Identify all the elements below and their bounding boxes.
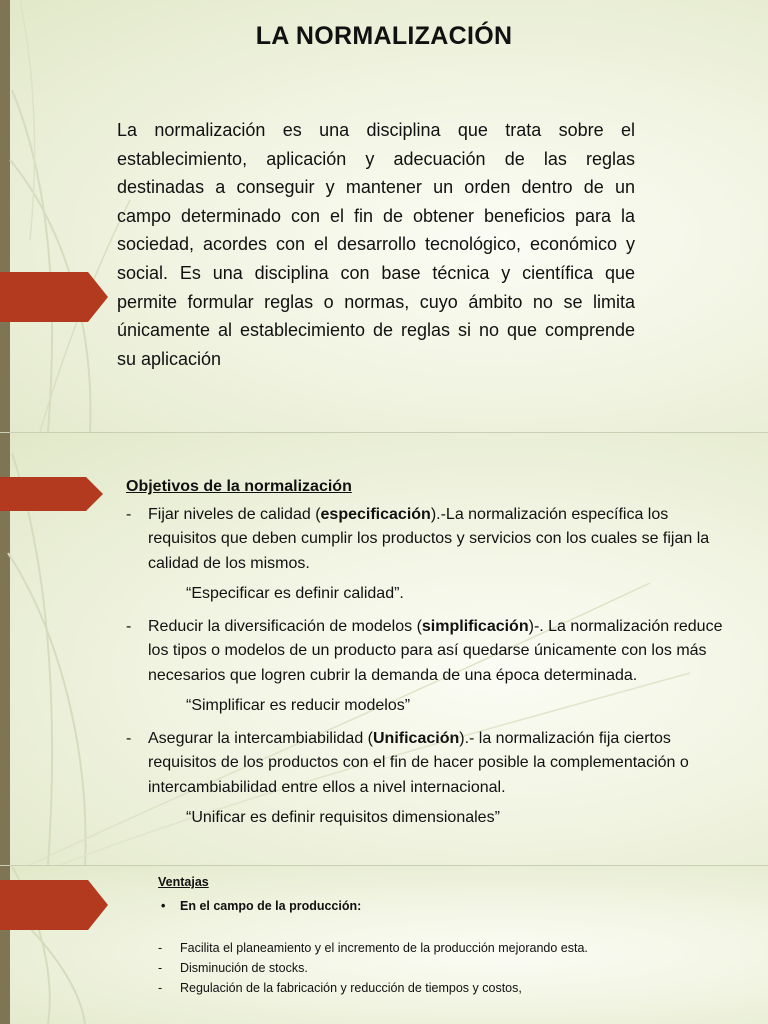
slide-advantages <box>0 866 768 1024</box>
objective-item <box>126 615 726 689</box>
advantage-item <box>158 958 718 978</box>
advantage-text: Regulación de la fabricación y reducción de tiempos y costos, <box>180 981 522 995</box>
bullet-dot: • <box>161 899 166 913</box>
objective-keyword: simplificación <box>421 617 529 635</box>
advantage-text: Facilita el planeamiento y el incremento de la producción mejorando esta. <box>180 941 588 955</box>
objective-text: Asegurar la intercambiabilidad ( <box>148 729 373 747</box>
advantages-heading: Ventajas <box>158 875 209 889</box>
dash-bullet: - <box>126 617 132 635</box>
objective-text: Reducir la diversificación de modelos ( <box>148 617 422 635</box>
dash-bullet: - <box>158 941 163 955</box>
objective-quote: “Especificar es definir calidad”. <box>186 585 404 602</box>
objective-text: ).- la normalización fija ciertos requisitos de los productos con el fin de hacer posible la complementación o intercambiabilidad entre ellos a nivel internacional. <box>148 729 689 796</box>
advantages-block <box>158 872 718 998</box>
advantage-item <box>158 978 718 998</box>
objectives-block <box>126 475 726 839</box>
objective-quote: “Simplificar es reducir modelos” <box>186 697 411 714</box>
advantages-bullet-label: En el campo de la producción: <box>180 899 362 913</box>
objective-text: )-. La normalización reduce los tipos o modelos de un producto para así quedarse únicamente con los más necesarios que logren cubrir la demanda de una época determinada. <box>148 617 723 684</box>
objective-item <box>126 727 726 801</box>
dash-bullet: - <box>158 981 163 995</box>
red-arrow-marker <box>0 272 108 322</box>
objective-text: ).-La normalización específica los requisitos que deben cumplir los productos y servicios con los cuales se fijan la calidad de los mismos. <box>148 505 710 572</box>
advantage-item <box>158 938 718 958</box>
dash-bullet: - <box>126 729 132 747</box>
dash-bullet: - <box>158 961 163 975</box>
objective-keyword: Unificación <box>373 729 460 747</box>
objective-quote: “Unificar es definir requisitos dimensionales” <box>186 809 500 826</box>
intro-paragraph: La normalización es una disciplina que trata sobre el establecimiento, aplicación y adecuación de las reglas destinadas a conseguir y mantener un orden dentro de un campo determinado con el fin de obtener beneficios para la sociedad, acordes con el desarrollo tecnológico, económico y social. Es una disciplina con base técnica y científica que permite formular reglas o normas, cuyo ámbito no se limita únicamente al establecimiento de reglas si no que comprende su aplicación <box>117 120 635 369</box>
red-arrow-marker <box>0 477 103 511</box>
slide-objectives <box>0 433 768 865</box>
objectives-heading: Objetivos de la normalización <box>126 478 352 495</box>
red-arrow-marker <box>0 880 108 930</box>
advantage-text: Disminución de stocks. <box>180 961 308 975</box>
objective-keyword: especificación <box>320 505 431 523</box>
objective-text: Fijar niveles de calidad ( <box>148 505 321 523</box>
dash-bullet: - <box>126 505 132 523</box>
advantages-bullet <box>158 896 718 916</box>
page-title: LA NORMALIZACIÓN <box>255 22 513 50</box>
objective-item <box>126 503 726 577</box>
slide-definition <box>0 0 768 432</box>
